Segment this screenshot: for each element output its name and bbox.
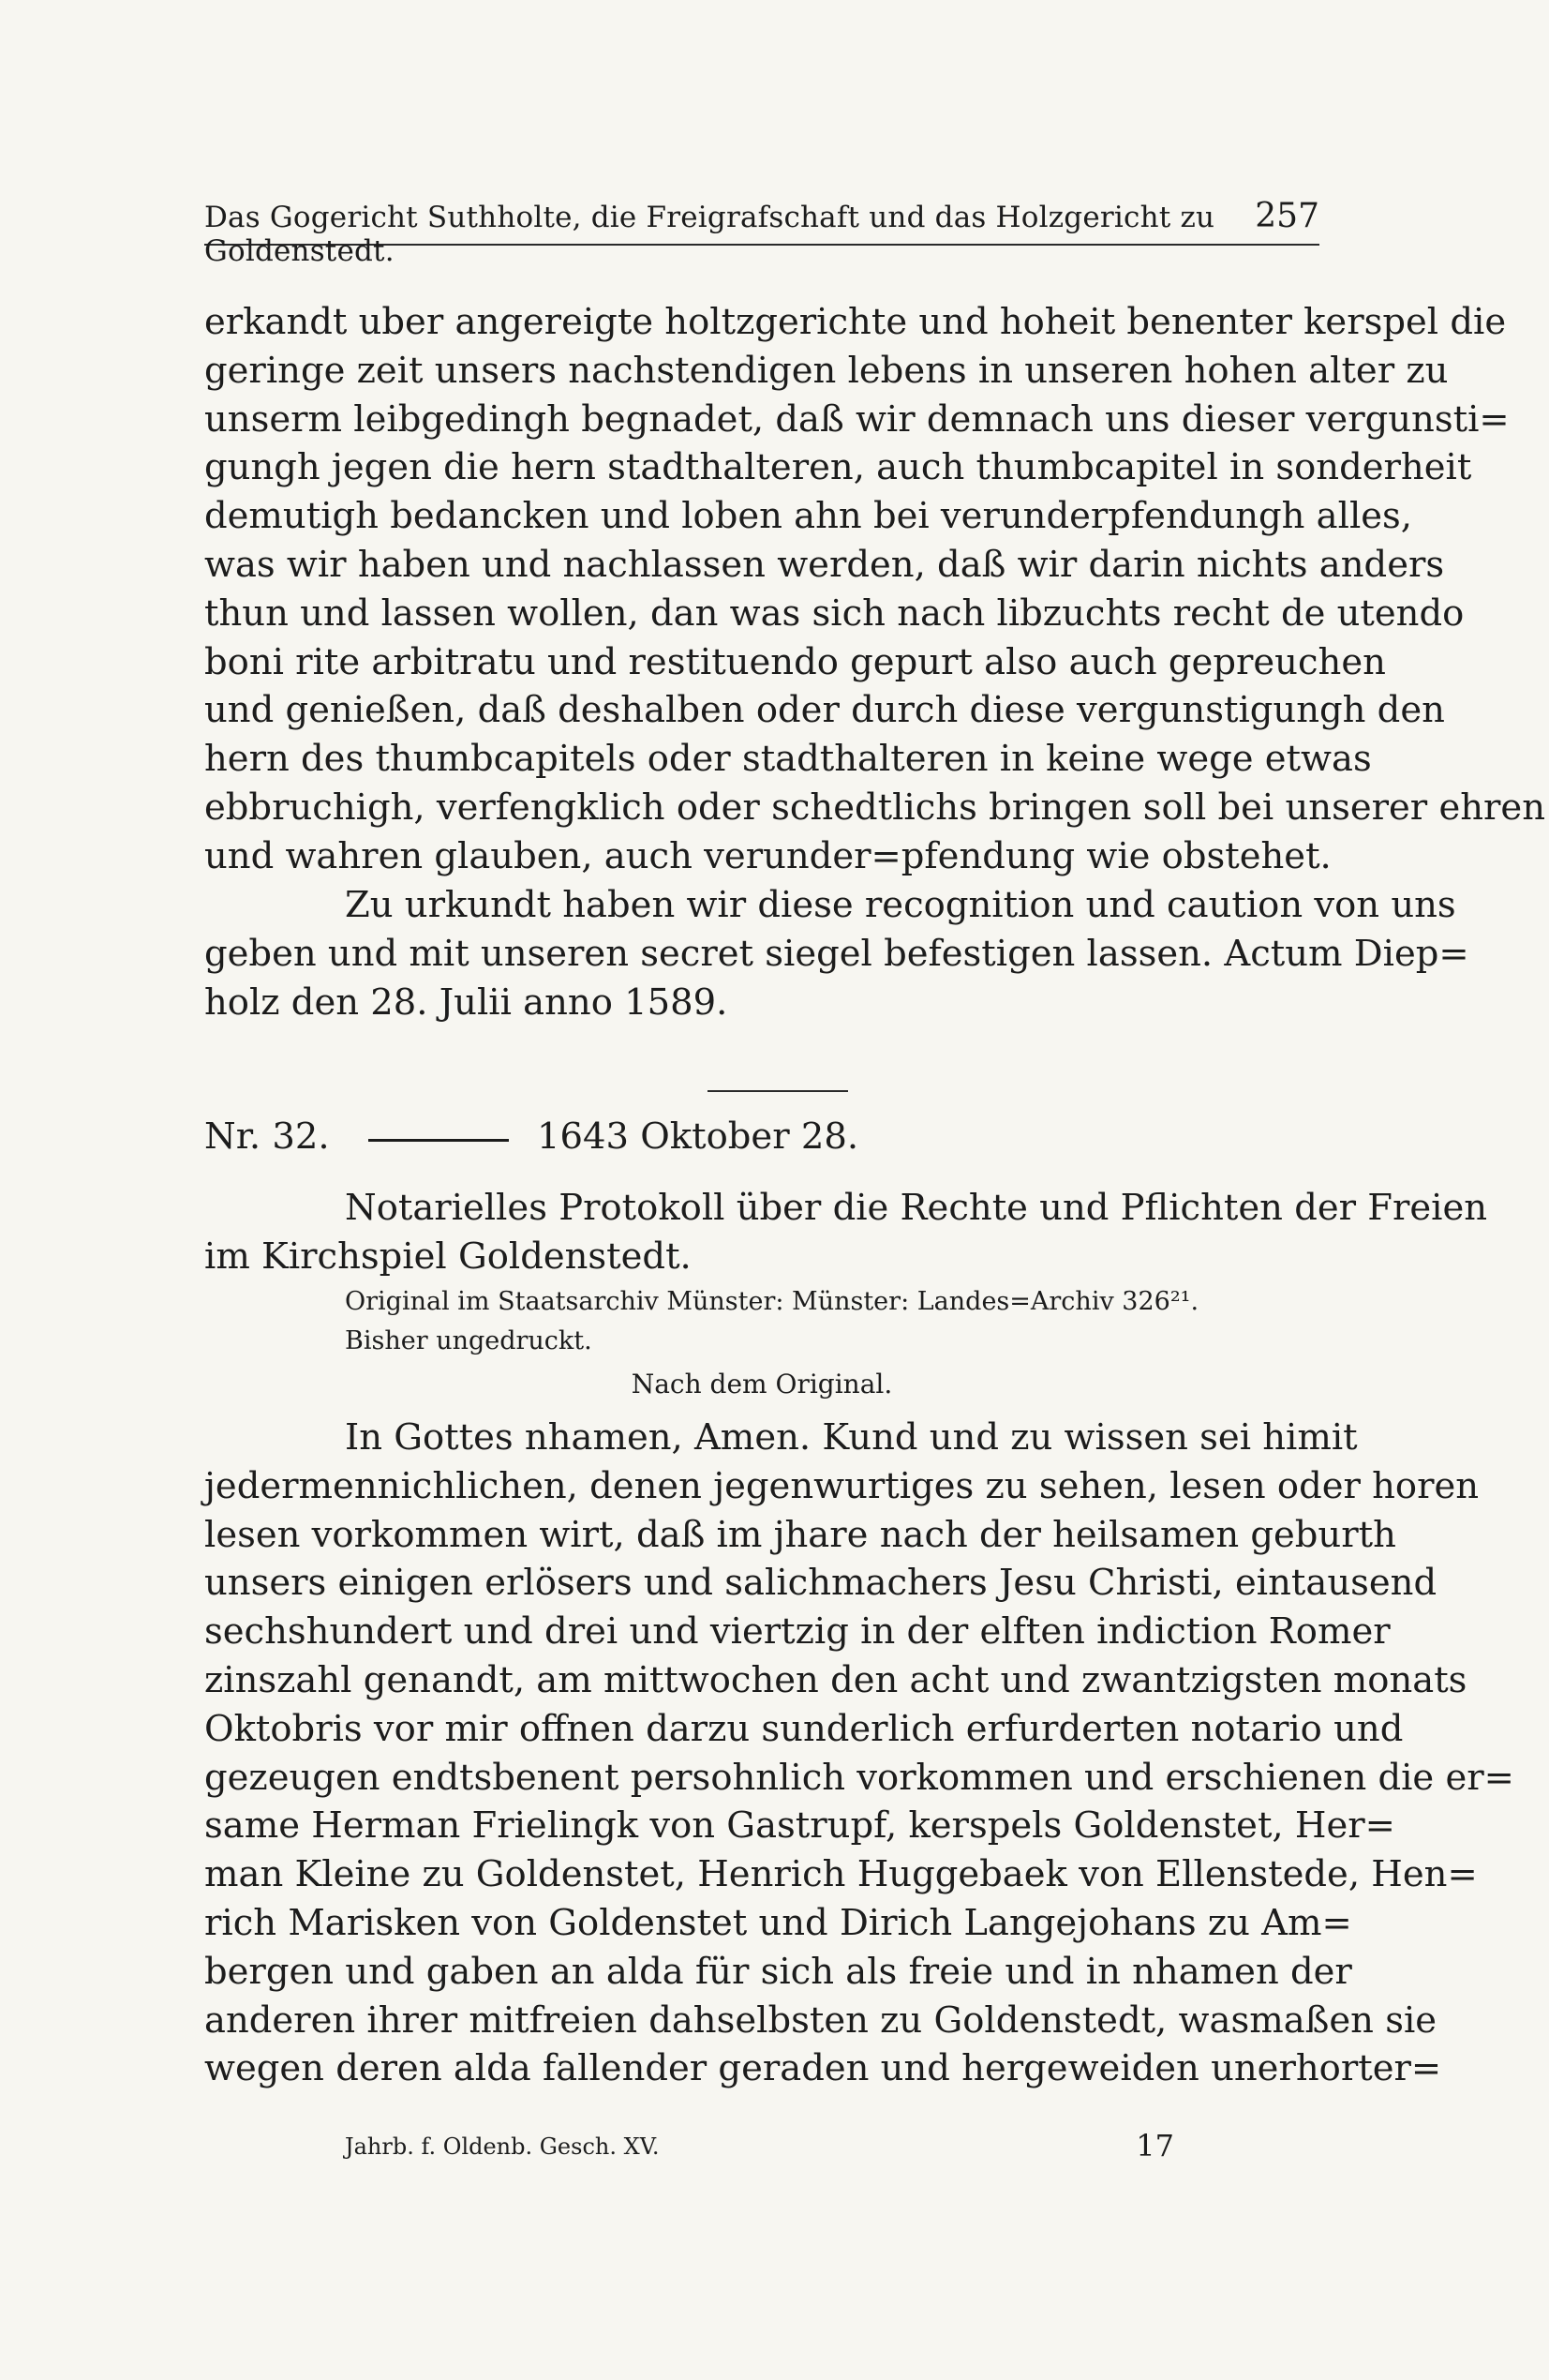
section-divider: [707, 1090, 848, 1092]
continued-paragraph: [204, 298, 1546, 881]
heading-dash: [368, 1139, 509, 1142]
text-line: wegen deren alda fallender geraden und hergeweiden unerhorter=: [204, 2047, 1442, 2090]
text-line: In Gottes nhamen, Amen. Kund und zu wissen sei himit: [345, 1416, 1358, 1459]
source-line: Bisher ungedruckt.: [345, 1326, 592, 1355]
text-line: unsers einigen erlösers und salichmachers Jesu Christi, eintausend: [204, 1562, 1437, 1605]
text-line: rich Marisken von Goldenstet und Dirich Langejohans zu Am=: [204, 1901, 1352, 1944]
text-line: same Herman Frielingk von Gastrupf, kerspels Goldenstet, Her=: [204, 1804, 1395, 1848]
running-header: [204, 197, 1319, 268]
document-date: 1643 Oktober 28.: [537, 1115, 859, 1158]
text-line: boni rite arbitratu und restituendo gepurt also auch gepreuchen: [204, 640, 1386, 683]
text-line: thun und lassen wollen, dan was sich nach libzuchts recht de utendo: [204, 591, 1465, 635]
document-heading: [204, 1115, 1319, 1162]
text-line: ebbruchigh, verfengklich oder schedtlichs bringen soll bei unserer ehren: [204, 786, 1546, 829]
document-regest: [204, 1184, 1488, 1281]
running-title: Das Gogericht Suthholte, die Freigrafschaft und das Holzgericht zu Goldenstedt.: [204, 201, 1215, 268]
text-line: geben und mit unseren secret siegel befestigen lassen. Actum Diep=: [204, 932, 1469, 975]
source-note: [345, 1282, 1319, 1361]
source-line: Original im Staatsarchiv Münster: Münster: Landes=Archiv 326²¹.: [345, 1287, 1199, 1316]
text-line: sechshundert und drei und viertzig in der elften indiction Romer: [204, 1610, 1391, 1654]
sheet-signature: Jahrb. f. Oldenb. Gesch. XV.: [345, 2133, 660, 2160]
text-line: gungh jegen die hern stadthalteren, auch thumbcapitel in sonderheit: [204, 446, 1472, 489]
text-line: was wir haben und nachlassen werden, daß wir darin nichts anders: [204, 543, 1445, 586]
closing-paragraph: [204, 881, 1469, 1026]
page-number: 257: [1255, 197, 1319, 235]
text-line: hern des thumbcapitels oder stadthalteren in keine wege etwas: [204, 738, 1372, 781]
text-line: Oktobris vor mir offnen darzu sunderlich erfurderten notario und: [204, 1707, 1404, 1750]
main-paragraph: [204, 1414, 1514, 2093]
text-line: und genießen, daß deshalben oder durch diese vergunstigungh den: [204, 689, 1445, 732]
text-line: im Kirchspiel Goldenstedt.: [204, 1235, 692, 1278]
text-line: lesen vorkommen wirt, daß im jhare nach der heilsamen geburth: [204, 1513, 1396, 1556]
text-line: jedermennichlichen, denen jegenwurtiges zu sehen, lesen oder horen: [204, 1464, 1480, 1507]
text-line: zinszahl genandt, am mittwochen den acht und zwantzigsten monats: [204, 1658, 1467, 1701]
text-line: geringe zeit unsers nachstendigen lebens in unseren hohen alter zu: [204, 349, 1449, 392]
text-line: bergen und gaben an alda für sich als freie und in nhamen der: [204, 1950, 1352, 1993]
document-number: Nr. 32.: [204, 1115, 330, 1158]
text-line: und wahren glauben, auch verunder=pfendung wie obstehet.: [204, 834, 1332, 877]
text-line: anderen ihrer mitfreien dahselbsten zu Goldenstedt, wasmaßen sie: [204, 1998, 1437, 2042]
page-footer: [204, 2128, 1319, 2171]
text-line: gezeugen endtsbenent persohnlich vorkommen und erschienen die er=: [204, 1756, 1514, 1799]
text-line: unserm leibgedingh begnadet, daß wir demnach uns dieser vergunsti=: [204, 397, 1510, 441]
text-line: demutigh bedancken und loben ahn bei verunderpfendungh alles,: [204, 495, 1413, 538]
text-line: Zu urkundt haben wir diese recognition und caution von uns: [345, 884, 1456, 926]
text-line: holz den 28. Julii anno 1589.: [204, 980, 728, 1024]
edition-note: Nach dem Original.: [631, 1369, 893, 1400]
text-line: man Kleine zu Goldenstet, Henrich Huggebaek von Ellenstede, Hen=: [204, 1853, 1478, 1896]
text-line: Notarielles Protokoll über die Rechte und Pflichten der Freien: [345, 1187, 1488, 1229]
text-line: erkandt uber angereigte holtzgerichte und hoheit benenter kerspel die: [204, 301, 1507, 343]
sheet-number: 17: [1136, 2128, 1174, 2163]
